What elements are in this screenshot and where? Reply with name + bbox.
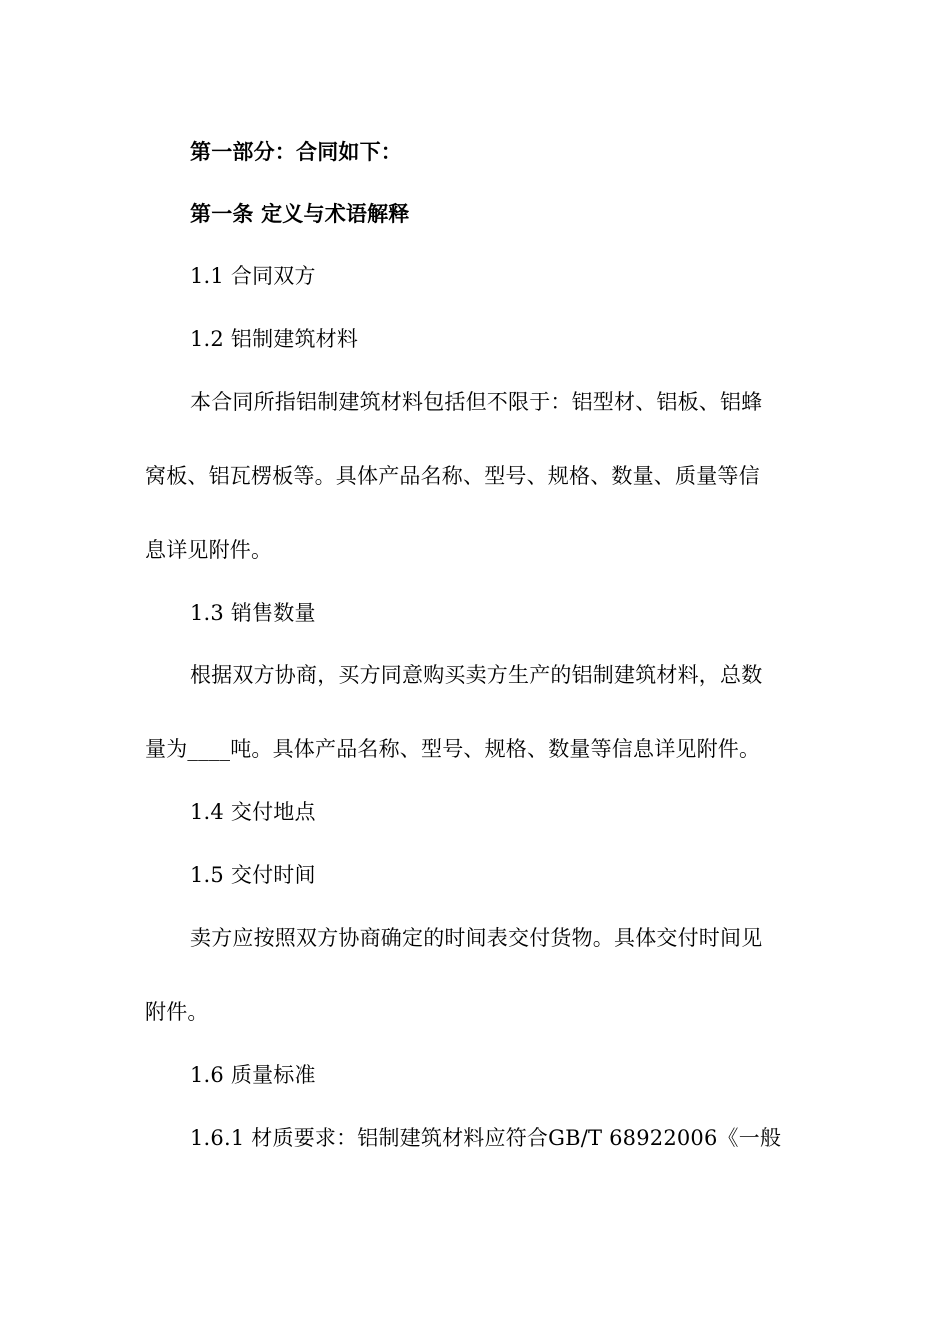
section-1-5: 1.5 交付时间 xyxy=(190,863,316,887)
part-heading: 第一部分：合同如下： xyxy=(190,139,402,164)
paragraph-quantity-line-1: 根据双方协商，买方同意购买卖方生产的铝制建筑材料，总数 xyxy=(190,663,763,687)
paragraph-delivery-line-1: 卖方应按照双方协商确定的时间表交付货物。具体交付时间见 xyxy=(190,926,763,950)
paragraph-materials-line-2: 窝板、铝瓦楞板等。具体产品名称、型号、规格、数量、质量等信 xyxy=(145,464,760,488)
section-1-3: 1.3 销售数量 xyxy=(190,601,316,625)
section-1-1: 1.1 合同双方 xyxy=(190,264,316,288)
section-1-4: 1.4 交付地点 xyxy=(190,800,316,824)
paragraph-quantity-line-2: 量为____吨。具体产品名称、型号、规格、数量等信息详见附件。 xyxy=(145,737,761,761)
section-1-6: 1.6 质量标准 xyxy=(190,1063,316,1087)
section-1-6-1: 1.6.1 材质要求：铝制建筑材料应符合GB/T 68922006《一般 xyxy=(190,1126,782,1150)
paragraph-materials-line-3: 息详见附件。 xyxy=(145,538,273,562)
article-heading: 第一条 定义与术语解释 xyxy=(190,201,410,226)
paragraph-materials-line-1: 本合同所指铝制建筑材料包括但不限于：铝型材、铝板、铝蜂 xyxy=(190,390,763,414)
section-1-2: 1.2 铝制建筑材料 xyxy=(190,327,359,351)
paragraph-delivery-line-2: 附件。 xyxy=(145,1000,209,1024)
